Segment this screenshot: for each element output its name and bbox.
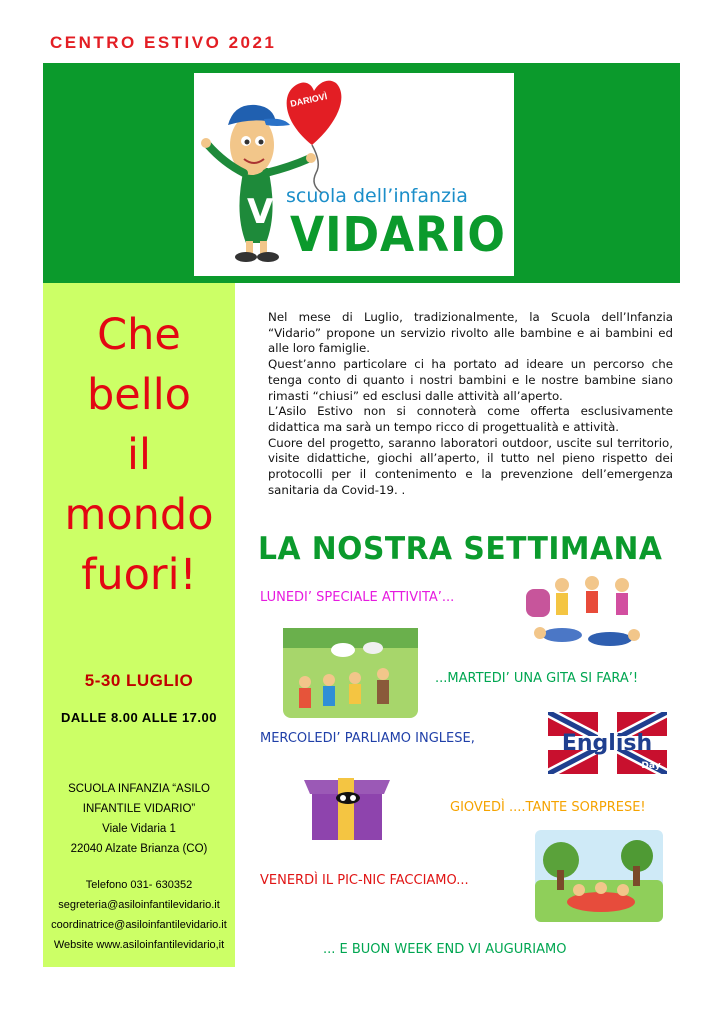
day-friday: VENERDÌ IL PIC-NIC FACCIAMO... xyxy=(260,873,469,888)
address-line: Viale Vidaria 1 xyxy=(102,823,176,835)
event-hours: DALLE 8.00 ALLE 17.00 xyxy=(61,710,217,725)
slogan-line: Che xyxy=(97,310,181,360)
balloon-label: DARIOVÌ xyxy=(289,91,329,109)
week-title: LA NOSTRA SETTIMANA xyxy=(258,531,663,567)
address-line: INFANTILE VIDARIO” xyxy=(82,803,196,815)
intro-text xyxy=(268,310,673,498)
english-badge-text: English xyxy=(561,731,653,756)
picnic-illustration xyxy=(535,830,663,922)
address-line: 22040 Alzate Brianza (CO) xyxy=(70,843,208,855)
email-coordinator[interactable]: coordinatrice@asiloinfantilevidario.it xyxy=(51,919,227,931)
kids-playing-illustration xyxy=(522,573,647,655)
english-badge-day: Day xyxy=(641,761,661,771)
event-dates: 5-30 LUGLIO xyxy=(84,671,194,690)
intro-paragraph: Quest’anno particolare ci ha portato ad ideare un percorso che tenga conto di quanto i nostri bambini e le nostre bambine siano rimasti “chiusi” ed esclusi dalle attività all’aperto. xyxy=(268,357,673,403)
email-secretary[interactable]: segreteria@asiloinfantilevidario.it xyxy=(58,899,220,911)
sidebar xyxy=(43,283,235,967)
slogan-line: bello xyxy=(87,370,191,420)
intro-paragraph: Cuore del progetto, saranno laboratori outdoor, uscite sul territorio, visite didattiche, giochi all’aperto, il tutto nel pieno rispetto dei protocolli per il contenimento e la prevenzione dell’emergenza sanitaria da Covid-19. . xyxy=(268,435,673,497)
day-monday: LUNEDI’ SPECIALE ATTIVITA’... xyxy=(260,590,455,605)
phone: Telefono 031- 630352 xyxy=(85,879,193,891)
school-address xyxy=(43,779,235,859)
english-day-illustration xyxy=(548,712,667,774)
svg-text:V: V xyxy=(247,192,274,232)
day-tuesday: ...MARTEDI’ UNA GITA SI FARA’! xyxy=(435,671,639,686)
website[interactable]: Website www.asiloinfantilevidario,it xyxy=(53,939,225,951)
closing-line: ... E BUON WEEK END VI AUGURIAMO xyxy=(323,942,567,957)
slogan xyxy=(43,305,235,605)
address-line: SCUOLA INFANZIA “ASILO xyxy=(68,783,210,795)
day-wednesday: MERCOLEDI’ PARLIAMO INGLESE, xyxy=(260,731,475,746)
page-title: CENTRO ESTIVO 2021 xyxy=(50,33,277,52)
slogan-line: fuori! xyxy=(81,550,197,600)
intro-paragraph: L’Asilo Estivo non si connoterà come offerta esclusivamente didattica ma sarà un tempo ricco di progettualità e attività. xyxy=(268,404,673,434)
slogan-line: il xyxy=(127,430,151,480)
intro-paragraph: Nel mese di Luglio, tradizionalmente, la Scuola dell’Infanzia “Vidario” propone un servizio rivolto alle bambine e ai bambini ed alle loro famiglie. xyxy=(268,310,673,356)
logo-name: VIDARIO xyxy=(290,207,506,263)
day-thursday: GIOVEDÌ ....TANTE SORPRESE! xyxy=(450,800,646,815)
slogan-line: mondo xyxy=(64,490,214,540)
surprise-box-icon xyxy=(302,768,392,842)
contacts xyxy=(43,875,235,955)
farm-trip-illustration xyxy=(283,628,418,718)
school-logo xyxy=(194,73,514,276)
logo-subtitle: scuola dell’infanzia xyxy=(286,185,468,207)
